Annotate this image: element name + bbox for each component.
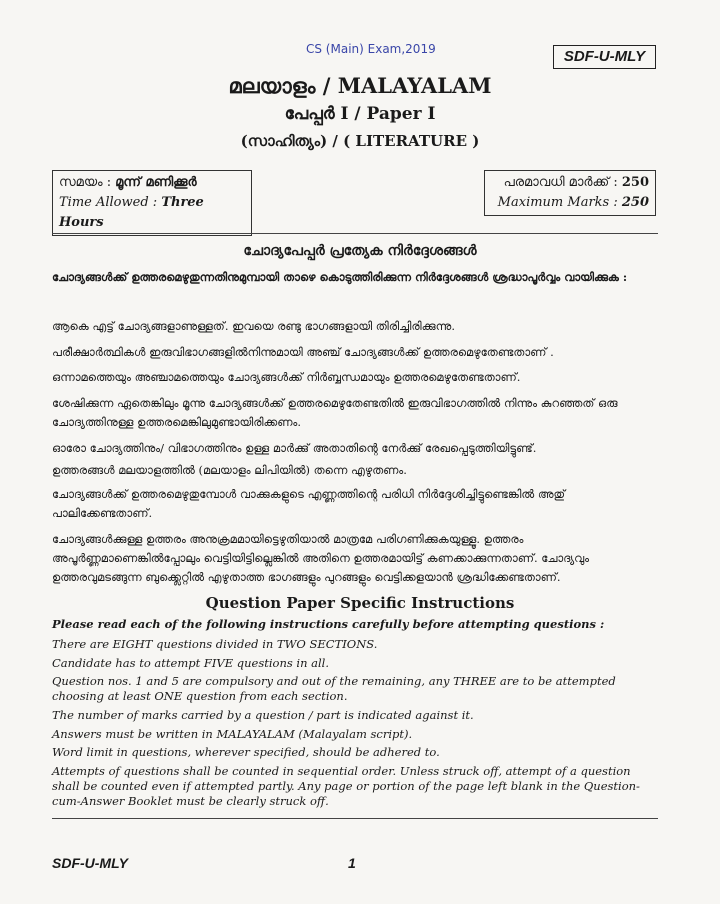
ml-instruction-item: പരീക്ഷാർത്ഥികൾ ഇരുവിഭാഗങ്ങളിൽനിന്നുമായി അഞ്ച് ചോദ്യങ്ങൾക്ക് ഉത്തരമെഴുതേണ്ടതാണ് . bbox=[52, 345, 554, 359]
exam-stamp: CS (Main) Exam,2019 bbox=[306, 42, 436, 56]
divider-top bbox=[52, 233, 658, 234]
paper-code: SDF-U-MLY bbox=[553, 45, 656, 69]
ml-instruction-item: ചോദ്യങ്ങൾക്ക് ഉത്തരമെഴുതുമ്പോൾ വാക്കുകളുടെ എണ്ണത്തിന്റെ പരിധി നിർദ്ദേശിച്ചിട്ടുണ്ടെങ്കിൽ അതു് പാലിക്കേണ്ടതാണ്. bbox=[52, 487, 566, 520]
marks-box bbox=[484, 170, 656, 216]
subject-title: (സാഹിത്യം) / ( LITERATURE ) bbox=[240, 132, 480, 150]
ml-instruction-item: ഓരോ ചോദ്യത്തിനും/ വിഭാഗത്തിനും ഉള്ള മാർക്കു് അതാതിന്റെ നേർക്കു് രേഖപ്പെടുത്തിയിട്ടുണ്ട്. bbox=[52, 441, 537, 455]
time-ml-value: മൂന്ന് മണിക്കൂർ bbox=[115, 175, 197, 190]
marks-en-label: Maximum Marks : bbox=[497, 195, 618, 210]
ml-instruction-item: ചോദ്യങ്ങൾക്കുള്ള ഉത്തരം അനുക്രമമായിട്ടെഴുതിയാൽ മാത്രമേ പരിഗണിക്കുകയുള്ളൂ. ഉത്തരം അപൂർണ്ണമാണെങ്കിൽപ്പോലും വെട്ടിയിട്ടില്ലെങ്കിൽ അതിനെ ഉത്തരമായിട്ട് കണക്കാക്കുന്നതാണ്. ചോദ്യവും ഉത്തരവുമടങ്ങുന്ന ബുക്ക്ലെറ്റിൽ എഴുതാത്ത ഭാഗങ്ങളും പുറങ്ങളും വെട്ടിക്കളയാൻ ശ്രദ്ധിക്കേണ്ടതാണ്. bbox=[52, 532, 590, 584]
time-en-value: Three Hours bbox=[59, 195, 204, 230]
en-instructions-heading: Question Paper Specific Instructions bbox=[205, 594, 515, 612]
time-en-label: Time Allowed : bbox=[59, 195, 158, 210]
marks-ml-label: പരമാവധി മാർക്ക് : bbox=[503, 175, 618, 190]
page-title: മലയാളം / MALAYALAM bbox=[228, 73, 492, 98]
paper-number: പേപ്പർ I / Paper I bbox=[284, 104, 436, 124]
en-instruction-item: Word limit in questions, wherever specified, should be adhered to. bbox=[52, 745, 440, 759]
ml-instructions-heading: ചോദ്യപേപ്പർ പ്രത്യേക നിർദ്ദേശങ്ങൾ bbox=[243, 243, 477, 259]
en-instruction-item: Candidate has to attempt FIVE questions in all. bbox=[52, 656, 330, 670]
time-ml-label: സമയം : bbox=[59, 175, 112, 190]
ml-instructions-intro: ചോദ്യങ്ങൾക്ക് ഉത്തരമെഴുതുന്നതിനുമുമ്പായി താഴെ കൊടുത്തിരിക്കുന്ന നിർദ്ദേശങ്ങൾ ശ്രദ്ധാപൂർവ്വം വായിക്കുക : bbox=[52, 270, 628, 284]
en-instruction-item: There are EIGHT questions divided in TWO SECTIONS. bbox=[52, 637, 378, 651]
divider-bottom bbox=[52, 818, 658, 819]
marks-en-value: 250 bbox=[621, 195, 649, 210]
en-instruction-item: Answers must be written in MALAYALAM (Malayalam script). bbox=[52, 727, 413, 741]
en-instruction-item: The number of marks carried by a question / part is indicated against it. bbox=[52, 708, 474, 722]
marks-ml-value: 250 bbox=[621, 175, 649, 190]
page-number: 1 bbox=[348, 855, 356, 871]
ml-instruction-item: ഒന്നാമത്തെയും അഞ്ചാമത്തെയും ചോദ്യങ്ങൾക്ക് നിർബ്ബന്ധമായും ഉത്തരമെഴുതേണ്ടതാണ്. bbox=[52, 370, 521, 384]
en-instruction-item: Question nos. 1 and 5 are compulsory and out of the remaining, any THREE are to be attempted choosing at least ONE question from each section. bbox=[52, 674, 616, 703]
time-box bbox=[52, 170, 252, 236]
ml-instruction-item: ഉത്തരങ്ങൾ മലയാളത്തിൽ (മലയാളം ലിപിയിൽ) തന്നെ എഴുതണം. bbox=[52, 463, 407, 477]
en-instruction-item: Attempts of questions shall be counted in sequential order. Unless struck off, attempt of a question shall be counted even if attempted partly. Any page or portion of the page left blank in the Question-cum-Answer Booklet must be clearly struck off. bbox=[52, 764, 640, 808]
ml-instruction-item: ആകെ എട്ട് ചോദ്യങ്ങളാണുള്ളത്. ഇവയെ രണ്ടു ഭാഗങ്ങളായി തിരിച്ചിരിക്കുന്നു. bbox=[52, 319, 455, 333]
ml-instruction-item: ശേഷിക്കുന്ന ഏതെങ്കിലും മൂന്നു ചോദ്യങ്ങൾക്ക് ഉത്തരമെഴുതേണ്ടതിൽ ഇരുവിഭാഗത്തിൽ നിന്നും കുറഞ്ഞത് ഒരു ചോദ്യത്തിനുള്ള ഉത്തരമെങ്കിലുമുണ്ടായിരിക്കണം. bbox=[52, 396, 618, 429]
en-instructions-intro: Please read each of the following instructions carefully before attempting questions : bbox=[52, 617, 605, 631]
footer-code: SDF-U-MLY bbox=[52, 855, 128, 871]
